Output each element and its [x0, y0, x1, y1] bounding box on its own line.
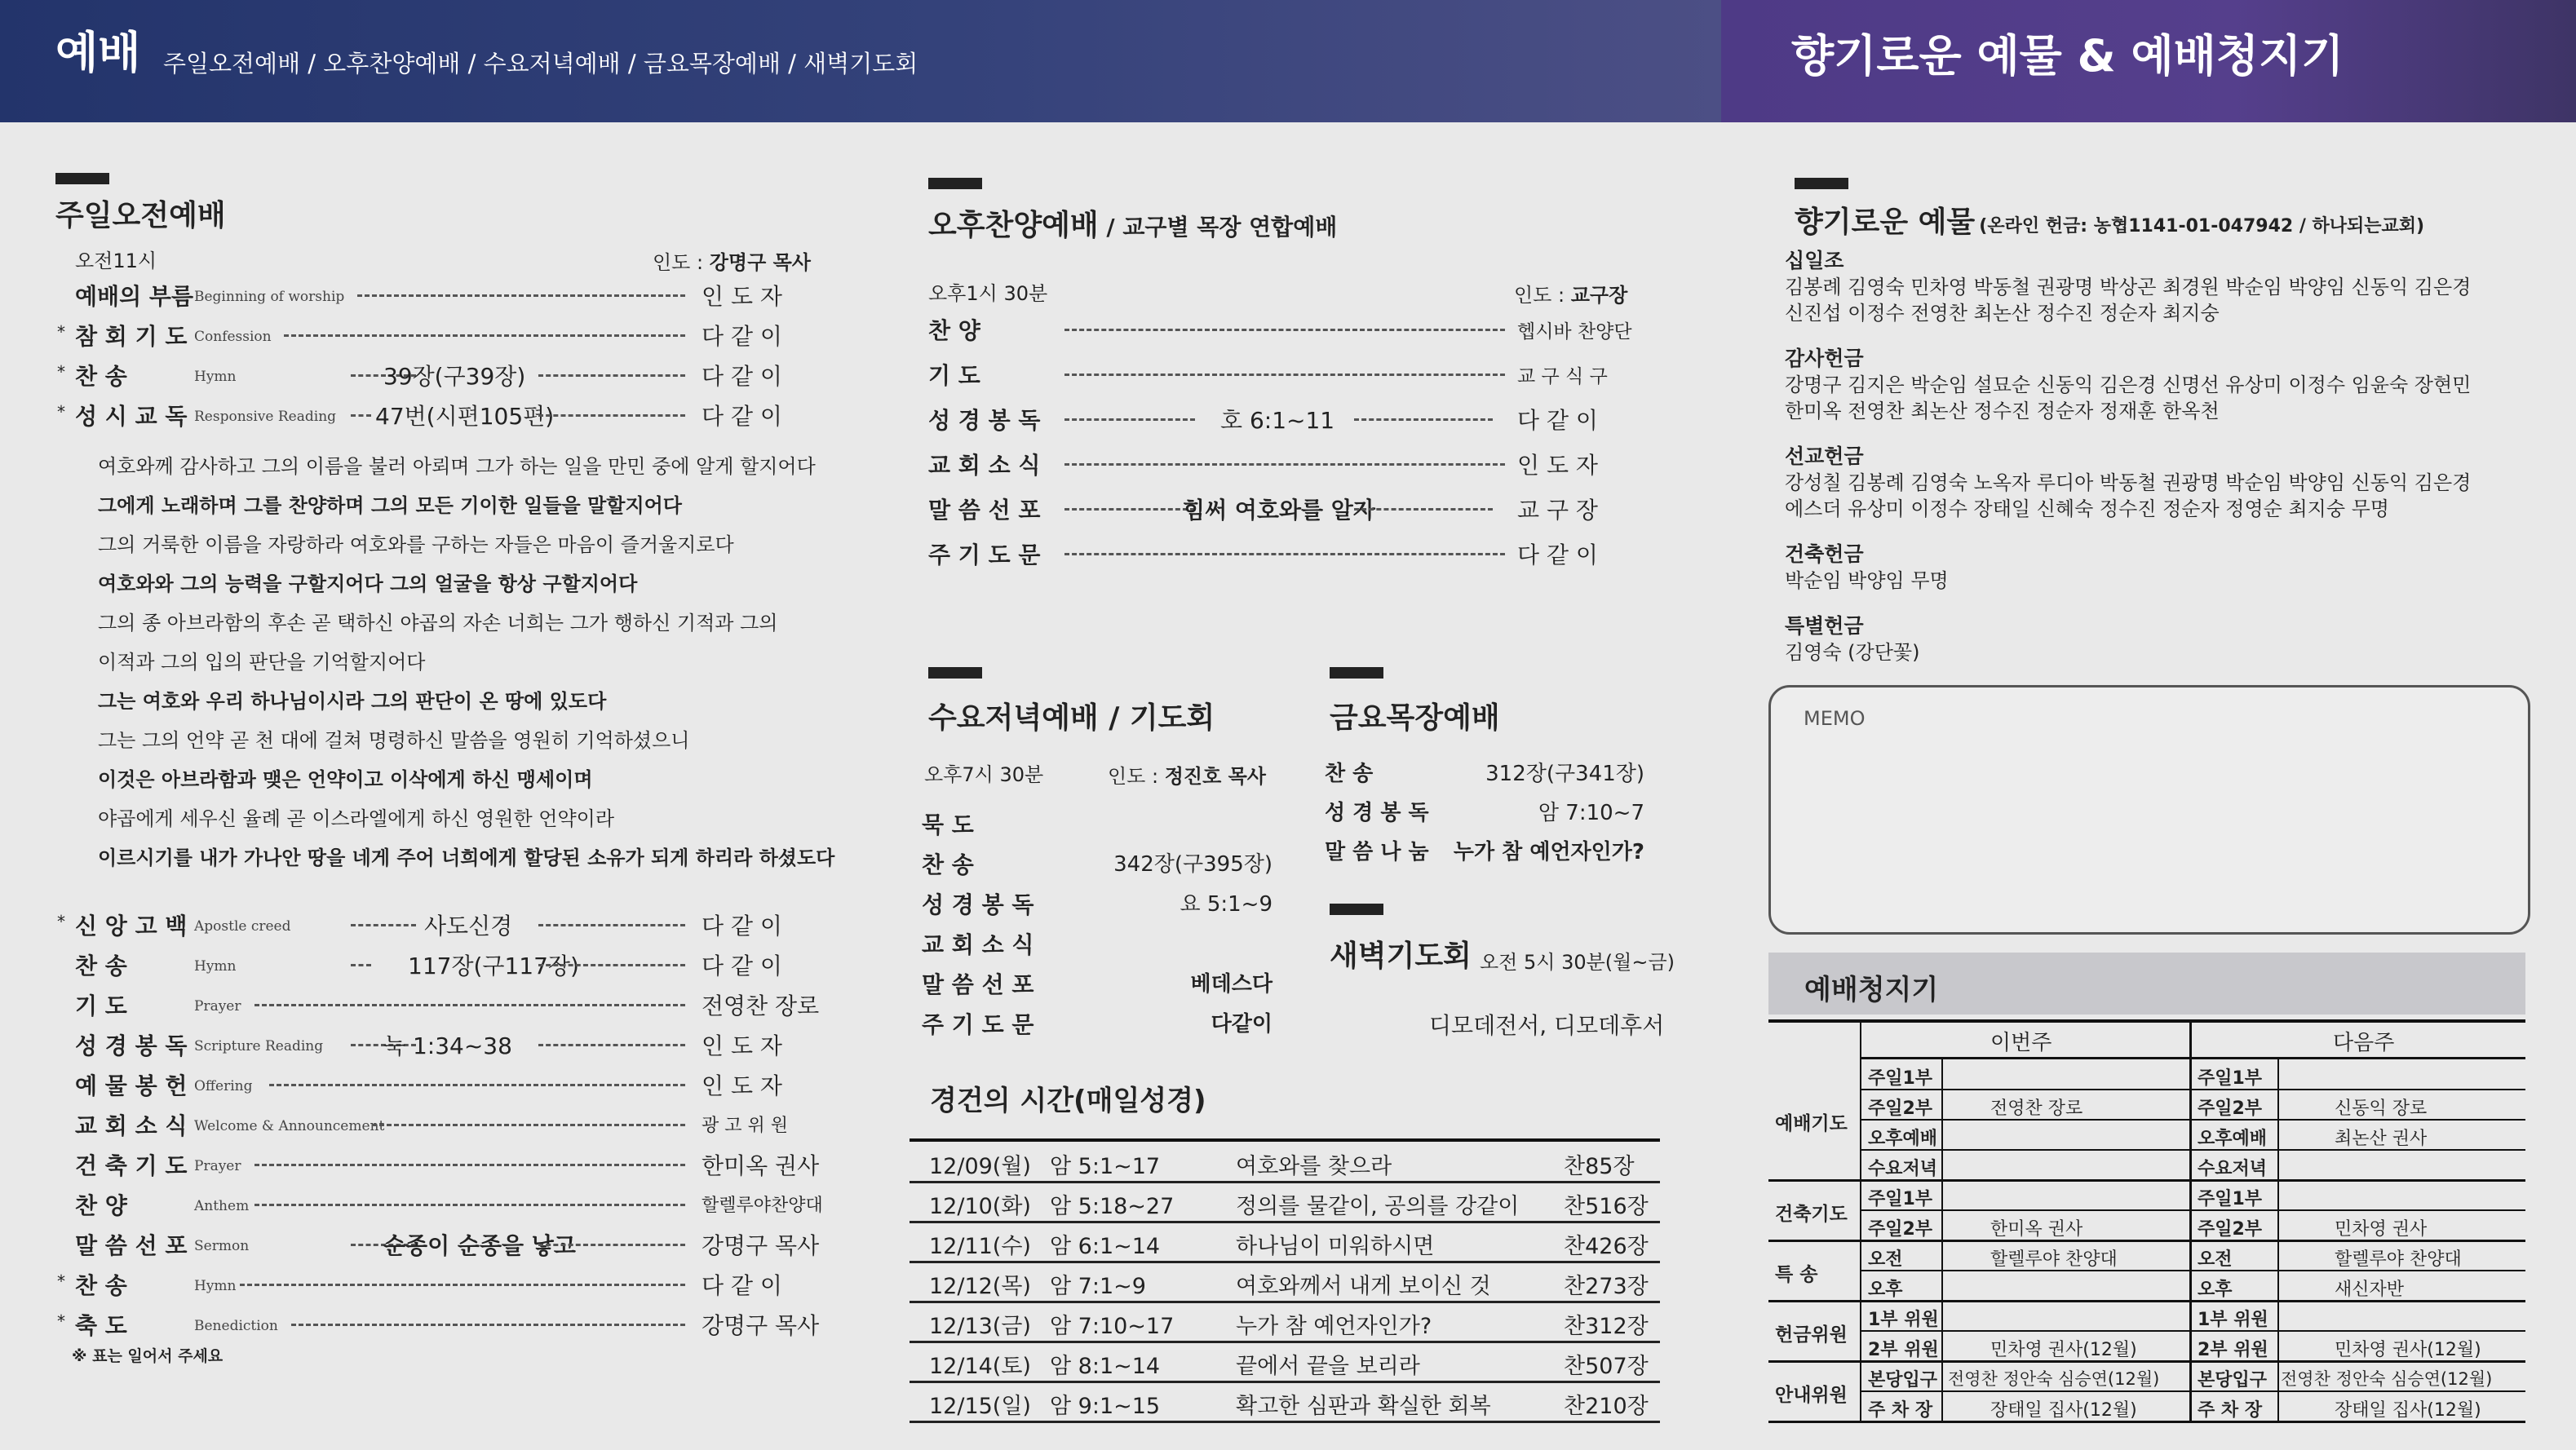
serve-next-week: 장태일 집사(12월)	[2335, 1400, 2481, 1421]
devotion-title-cell: 여호와께서 내게 보이신 것	[1236, 1274, 1491, 1299]
offering-names: 에스더 유상미 이정수 장태일 신혜숙 정수진 정순자 정영순 최지숭 무명	[1785, 497, 2389, 520]
serve-sub-label: 본당입구	[1868, 1370, 1938, 1390]
devotion-hymn: 찬85장	[1564, 1154, 1635, 1179]
section-marker	[55, 173, 109, 184]
serve-sub-label: 주일2부	[2198, 1099, 2263, 1119]
serve-sub-label: 주일2부	[2198, 1219, 2263, 1240]
order-label-en: Apostle creed	[194, 918, 291, 935]
serve-sub-label: 수요저녁	[2198, 1159, 2268, 1179]
devotion-title-cell: 누가 참 예언자인가?	[1236, 1314, 1432, 1339]
devotion-hymn: 찬210장	[1564, 1394, 1649, 1419]
order-label-en: Welcome & Announcement	[194, 1118, 385, 1134]
table-rule	[1860, 1119, 2525, 1121]
order-label-en: Beginning of worship	[194, 289, 345, 305]
reading-line: 야곱에게 세우신 율례 곧 이스라엘에게 하신 영원한 언약이라	[98, 807, 615, 830]
devotion-title-cell: 하나님이 미워하시면	[1236, 1234, 1435, 1259]
reading-line: 여호와와 그의 능력을 구할지어다 그의 얼굴을 항상 구할지어다	[98, 572, 638, 595]
section-marker	[928, 667, 982, 679]
serve-this-week: 한미옥 권사	[1990, 1219, 2083, 1240]
devotion-reference: 암 9:1~15	[1050, 1394, 1161, 1419]
order-detail: 39장(구39장)	[383, 363, 526, 390]
dash-leader	[291, 1324, 685, 1326]
devotion-hymn: 찬507장	[1564, 1354, 1649, 1379]
dash-leader	[538, 374, 685, 377]
order-label: 묵 도	[922, 811, 974, 838]
serve-title: 예배청지기	[1804, 974, 1939, 1006]
devotion-date: 12/11(수)	[929, 1234, 1031, 1259]
order-person: 다 같 이	[702, 403, 782, 430]
order-person: 교 구 식 구	[1517, 366, 1608, 387]
order-label: 참 회 기 도	[75, 323, 188, 350]
required-stand-star: *	[57, 402, 65, 422]
table-rule	[1768, 1240, 2525, 1242]
order-label: 말 씀 선 포	[75, 1232, 188, 1259]
devotion-title-cell: 확고한 심판과 확실한 회복	[1236, 1394, 1491, 1419]
serve-this-week: 할렐루야 찬양대	[1990, 1249, 2118, 1270]
serve-sub-label: 오후	[2198, 1280, 2233, 1300]
order-person: 광 고 위 원	[702, 1116, 788, 1136]
order-person: 다 같 이	[1517, 542, 1598, 568]
reading-line: 여호와께 감사하고 그의 이름을 불러 아뢰며 그가 하는 일을 만민 중에 알게 할지어다	[98, 455, 816, 478]
offering-names: 강성칠 김봉례 김영숙 노옥자 루디아 박동철 권광명 박순임 박양임 신동익 김은경	[1785, 471, 2472, 494]
serve-next-week: 새신자반	[2335, 1280, 2405, 1300]
devotion-date: 12/12(목)	[929, 1274, 1031, 1299]
serve-sub-label: 수요저녁	[1868, 1159, 1938, 1179]
order-person: 강명구 목사	[702, 1312, 820, 1339]
sunday-leader: 인도 : 강명구 목사	[653, 251, 811, 274]
order-label: 성 시 교 독	[75, 403, 188, 430]
order-label: 찬 양	[75, 1192, 127, 1219]
order-label: 신 앙 고 백	[75, 913, 188, 939]
serve-group-label: 안내위원	[1775, 1385, 1848, 1406]
serve-next-week: 할렐루야 찬양대	[2335, 1249, 2462, 1270]
serve-header-band	[1768, 953, 2525, 1015]
memo-label: MEMO	[1804, 707, 1866, 730]
dawn-time: 오전 5시 30분(월~금)	[1480, 951, 1675, 974]
order-label: 예 물 봉 헌	[75, 1072, 188, 1099]
dash-leader	[1064, 553, 1505, 555]
serve-next-week: 전영찬 정안숙 심승연(12월)	[2281, 1369, 2493, 1389]
order-label: 말 씀 선 포	[928, 497, 1041, 524]
order-detail: 힘써 여호와를 알자	[1183, 497, 1375, 524]
afternoon-title: 오후찬양예배 / 교구별 목장 연합예배	[928, 209, 1338, 242]
order-detail: 사도신경	[424, 913, 513, 939]
dash-leader	[538, 964, 685, 966]
serve-sub-label: 2부 위원	[2198, 1340, 2268, 1360]
serve-this-week: 전영찬 장로	[1990, 1099, 2083, 1119]
serve-sub-label: 1부 위원	[2198, 1310, 2268, 1330]
table-rule	[1860, 1390, 2525, 1392]
devotion-title-cell: 끝에서 끝을 보리라	[1236, 1354, 1420, 1379]
order-detail: 눅 1:34~38	[383, 1032, 512, 1059]
section-marker	[928, 178, 982, 189]
table-rule	[1860, 1330, 2525, 1332]
offering-category: 감사헌금	[1785, 347, 1864, 370]
devotion-date: 12/09(월)	[929, 1154, 1031, 1179]
section-marker	[1795, 178, 1848, 189]
order-label: 찬 송	[922, 851, 974, 878]
standing-note: ※ 표는 일어서 주세요	[72, 1347, 224, 1365]
table-rule	[2277, 1057, 2279, 1421]
order-detail: 호 6:1~11	[1220, 407, 1335, 434]
serve-sub-label: 오후	[1868, 1280, 1903, 1300]
serve-sub-label: 오후예배	[2198, 1129, 2268, 1149]
devotion-title: 경건의 시간(매일성경)	[930, 1085, 1206, 1117]
devotion-hymn: 찬516장	[1564, 1194, 1649, 1219]
dash-leader	[372, 1124, 685, 1126]
order-person: 다 같 이	[702, 363, 782, 390]
serve-sub-label: 주 차 장	[2198, 1400, 2263, 1421]
serve-this-week: 장태일 집사(12월)	[1990, 1400, 2137, 1421]
offering-category: 선교헌금	[1785, 444, 1864, 468]
dash-leader	[255, 1164, 685, 1166]
wednesday-leader: 인도 : 정진호 목사	[1108, 765, 1266, 788]
reading-line: 그의 거룩한 이름을 자랑하라 여호와를 구하는 자들은 마음이 즐거울지로다	[98, 533, 734, 556]
serve-next-week: 최논산 권사	[2335, 1129, 2428, 1149]
order-label: 기 도	[75, 992, 127, 1019]
devotion-hymn: 찬273장	[1564, 1274, 1649, 1299]
dawn-text: 디모데전서, 디모데후서	[1429, 1012, 1665, 1039]
wednesday-time: 오후7시 30분	[924, 763, 1044, 786]
order-label: 건 축 기 도	[75, 1152, 188, 1179]
table-rule	[1768, 1019, 2525, 1023]
serve-next-week: 신동익 장로	[2335, 1099, 2428, 1119]
order-label: 찬 양	[928, 317, 980, 344]
devotion-row	[910, 1222, 1660, 1263]
order-label: 성 경 봉 독	[922, 891, 1034, 918]
table-rule	[1941, 1057, 1943, 1421]
required-stand-star: *	[57, 1311, 65, 1331]
devotion-reference: 암 6:1~14	[1050, 1234, 1161, 1259]
table-rule	[1860, 1057, 2525, 1059]
order-person: 인 도 자	[1517, 452, 1598, 479]
serve-sub-label: 주일2부	[1868, 1099, 1933, 1119]
friday-title: 금요목장예배	[1330, 701, 1500, 735]
serve-group-label: 헌금위원	[1775, 1324, 1848, 1346]
offering-names: 강명구 김지은 박순임 설묘순 신동익 김은경 신명선 유상미 이정수 임윤숙 장현민	[1785, 374, 2472, 396]
order-detail: 117장(구117장)	[408, 953, 579, 979]
dawn-title: 새벽기도회	[1330, 939, 1472, 973]
dash-leader	[538, 1044, 685, 1046]
table-rule	[2189, 1019, 2192, 1421]
order-person: 교 구 장	[1517, 497, 1598, 524]
serve-sub-label: 오후예배	[1868, 1129, 1938, 1149]
dash-leader	[538, 924, 685, 926]
order-label: 찬 송	[1325, 762, 1374, 786]
devotion-reference: 암 7:1~9	[1050, 1274, 1146, 1299]
header-right-title: 향기로운 예물 & 예배청지기	[1791, 30, 2344, 82]
devotion-date: 12/13(금)	[929, 1314, 1031, 1339]
serve-sub-label: 본당입구	[2198, 1370, 2268, 1390]
order-label-en: Hymn	[194, 1278, 237, 1294]
table-rule	[1768, 1300, 2525, 1302]
table-rule	[1860, 1149, 2525, 1151]
devotion-reference: 암 7:10~17	[1050, 1314, 1175, 1339]
order-label-en: Hymn	[194, 369, 237, 385]
order-person: 할렐루야찬양대	[702, 1196, 823, 1216]
order-label: 말 씀 나 눔	[1325, 840, 1429, 864]
dash-leader	[255, 1204, 685, 1206]
order-label: 찬 송	[75, 1272, 127, 1299]
order-person: 인 도 자	[702, 283, 782, 310]
serve-next-week: 민차영 권사(12월)	[2335, 1340, 2481, 1360]
order-label: 축 도	[75, 1312, 127, 1339]
serve-group-label: 예배기도	[1775, 1113, 1848, 1134]
table-rule	[1860, 1209, 2525, 1211]
order-person: 헵시바 찬양단	[1517, 321, 1632, 343]
dash-leader	[538, 1244, 685, 1246]
table-rule	[1768, 1179, 2525, 1182]
devotion-hymn: 찬426장	[1564, 1234, 1649, 1259]
serve-sub-label: 오전	[1868, 1249, 1903, 1270]
header-left-subtitle: 주일오전예배 / 오후찬양예배 / 수요저녁예배 / 금요목장예배 / 새벽기도회	[163, 50, 918, 77]
required-stand-star: *	[57, 912, 65, 931]
afternoon-time: 오후1시 30분	[928, 282, 1048, 305]
dash-leader	[1064, 418, 1195, 421]
dash-leader	[1354, 418, 1493, 421]
reading-line: 그의 종 아브라함의 후손 곧 택하신 야곱의 자손 너희는 그가 행하신 기적과 그의	[98, 612, 778, 634]
serve-sub-label: 주일1부	[2198, 1189, 2263, 1209]
reading-line: 이르시기를 내가 가나안 땅을 네게 주어 너희에게 할당된 소유가 되게 하리라 하셨도다	[98, 847, 835, 869]
sunday-title: 주일오전예배	[55, 199, 226, 232]
table-rule	[1768, 1360, 2525, 1363]
reading-line: 그는 여호와 우리 하나님이시라 그의 판단이 온 땅에 있도다	[98, 690, 607, 713]
offering-heading: 향기로운 예물 (온라인 헌금: 농협1141-01-047942 / 하나되는교회)	[1795, 206, 2425, 239]
header-left-title: 예배	[55, 27, 141, 78]
order-label: 찬 송	[75, 363, 127, 390]
dash-leader	[538, 414, 685, 417]
devotion-row	[910, 1182, 1660, 1223]
reading-line: 이적과 그의 입의 판단을 기억할지어다	[98, 651, 426, 674]
serve-sub-label: 오전	[2198, 1249, 2233, 1270]
order-label: 성 경 봉 독	[1325, 801, 1429, 825]
devotion-row	[910, 1381, 1660, 1423]
dash-leader	[255, 1004, 685, 1006]
memo-box[interactable]	[1768, 685, 2530, 935]
serve-next-week: 민차영 권사	[2335, 1219, 2428, 1240]
order-person: 다 같 이	[702, 953, 782, 979]
header-right-band	[1721, 0, 2576, 122]
order-detail: 312장(구341장)	[1485, 762, 1644, 786]
devotion-date: 12/10(화)	[929, 1194, 1031, 1219]
order-person: 전영찬 장로	[702, 992, 820, 1019]
dash-leader	[351, 414, 371, 417]
this-week-header: 이번주	[1990, 1031, 2052, 1055]
devotion-title-cell: 정의를 물같이, 공의를 강같이	[1236, 1194, 1520, 1219]
order-label: 교 회 소 식	[75, 1112, 188, 1139]
table-rule	[1860, 1019, 1861, 1421]
order-label: 성 경 봉 독	[928, 407, 1041, 434]
order-label-en: Responsive Reading	[194, 409, 337, 425]
serve-group-label: 특 송	[1775, 1264, 1818, 1285]
dash-leader	[284, 334, 685, 337]
order-person: 다 같 이	[1517, 407, 1598, 434]
serve-sub-label: 주일1부	[1868, 1189, 1933, 1209]
order-label-en: Offering	[194, 1078, 253, 1094]
devotion-reference: 암 5:18~27	[1050, 1194, 1175, 1219]
devotion-reference: 암 8:1~14	[1050, 1354, 1161, 1379]
order-label: 교 회 소 식	[928, 452, 1041, 479]
afternoon-leader: 인도 : 교구장	[1514, 284, 1628, 307]
offering-names: 한미옥 전영찬 최논산 정수진 정순자 정재훈 한옥천	[1785, 400, 2220, 422]
order-label: 교 회 소 식	[922, 931, 1034, 958]
devotion-row	[910, 1302, 1660, 1343]
offering-names: 김봉례 김영숙 민차영 박동철 권광명 박상곤 최경원 박순임 박양임 신동익 김은경	[1785, 276, 2472, 298]
serve-group-label: 건축기도	[1775, 1204, 1848, 1225]
serve-sub-label: 주일1부	[1868, 1068, 1933, 1089]
order-detail: 베데스다	[1190, 972, 1273, 997]
dash-leader	[351, 924, 416, 926]
reading-line: 그는 그의 언약 곧 천 대에 걸쳐 명령하신 말씀을 영원히 기억하셨으니	[98, 729, 690, 752]
offering-names: 박순임 박양임 무명	[1785, 569, 1949, 592]
order-label: 주 기 도 문	[922, 1011, 1034, 1038]
required-stand-star: *	[57, 362, 65, 382]
order-person: 인 도 자	[702, 1032, 782, 1059]
serve-sub-label: 2부 위원	[1868, 1340, 1939, 1360]
devotion-row	[910, 1342, 1660, 1383]
serve-this-week: 민차영 권사(12월)	[1990, 1340, 2137, 1360]
offering-names: 김영숙 (강단꽃)	[1785, 641, 1920, 664]
order-label-en: Anthem	[194, 1198, 250, 1214]
order-label: 말 씀 선 포	[922, 971, 1034, 998]
section-marker	[1330, 904, 1383, 915]
table-rule	[1860, 1270, 2525, 1271]
dash-leader	[1064, 329, 1505, 331]
serve-sub-label: 1부 위원	[1868, 1310, 1939, 1330]
sunday-time: 오전11시	[75, 250, 157, 272]
required-stand-star: *	[57, 1271, 65, 1291]
devotion-date: 12/14(토)	[929, 1354, 1031, 1379]
header-left-band	[0, 0, 1721, 122]
devotion-row	[910, 1142, 1660, 1183]
order-detail: 누가 참 예언자인가?	[1453, 840, 1644, 864]
order-label-en: Prayer	[194, 1158, 241, 1174]
offering-category: 건축헌금	[1785, 542, 1864, 566]
dash-leader	[1064, 463, 1505, 466]
order-person: 다 같 이	[702, 323, 782, 350]
serve-this-week: 전영찬 정안숙 심승연(12월)	[1948, 1369, 2160, 1389]
order-label-en: Hymn	[194, 958, 237, 975]
order-detail: 암 7:10~7	[1538, 801, 1644, 825]
dash-leader	[351, 964, 371, 966]
order-detail: 순종이 순종을 낳고	[383, 1232, 576, 1259]
order-detail: 342장(구395장)	[1113, 852, 1273, 877]
devotion-reference: 암 5:1~17	[1050, 1154, 1161, 1179]
order-label-en: Scripture Reading	[194, 1038, 324, 1054]
order-label: 주 기 도 문	[928, 542, 1041, 568]
order-label-en: Sermon	[194, 1238, 250, 1254]
required-stand-star: *	[57, 322, 65, 342]
section-marker	[1330, 667, 1383, 679]
devotion-row	[910, 1262, 1660, 1303]
order-detail: 47번(시편105편)	[375, 403, 555, 430]
serve-sub-label: 주일1부	[2198, 1068, 2263, 1089]
order-label: 기 도	[928, 362, 980, 389]
devotion-hymn: 찬312장	[1564, 1314, 1649, 1339]
order-label: 성 경 봉 독	[75, 1032, 188, 1059]
reading-line: 그에게 노래하며 그를 찬양하며 그의 모든 기이한 일들을 말할지어다	[98, 494, 682, 517]
order-person: 다 같 이	[702, 913, 782, 939]
order-label: 예배의 부름	[75, 283, 193, 310]
wednesday-title: 수요저녁예배 / 기도회	[928, 701, 1215, 735]
dash-leader	[1354, 508, 1493, 511]
order-person: 인 도 자	[702, 1072, 782, 1099]
offering-names: 신진섭 이정수 전영찬 최논산 정수진 정순자 최지숭	[1785, 302, 2220, 325]
order-person: 한미옥 권사	[702, 1152, 820, 1179]
order-label: 찬 송	[75, 953, 127, 979]
dash-leader	[1064, 374, 1505, 376]
table-rule	[1768, 1421, 2525, 1423]
order-detail: 다같이	[1211, 1012, 1273, 1037]
dash-leader	[357, 294, 685, 297]
order-person: 다 같 이	[702, 1272, 782, 1299]
table-rule	[1860, 1089, 2525, 1090]
devotion-date: 12/15(일)	[929, 1394, 1031, 1419]
order-label-en: Benediction	[194, 1318, 278, 1334]
devotion-title-cell: 여호와를 찾으라	[1236, 1154, 1392, 1179]
reading-line: 이것은 아브라함과 맺은 언약이고 이삭에게 하신 맹세이며	[98, 768, 593, 791]
next-week-header: 다음주	[2333, 1031, 2395, 1055]
order-label-en: Confession	[194, 329, 272, 345]
dash-leader	[1064, 508, 1195, 511]
order-detail: 요 5:1~9	[1180, 892, 1273, 917]
order-label-en: Prayer	[194, 998, 241, 1015]
order-person: 강명구 목사	[702, 1232, 820, 1259]
serve-sub-label: 주 차 장	[1868, 1400, 1933, 1421]
offering-category: 특별헌금	[1785, 614, 1864, 638]
dash-leader	[269, 1084, 685, 1086]
serve-sub-label: 주일2부	[1868, 1219, 1933, 1240]
dash-leader	[240, 1284, 685, 1286]
offering-category: 십일조	[1785, 249, 1844, 272]
